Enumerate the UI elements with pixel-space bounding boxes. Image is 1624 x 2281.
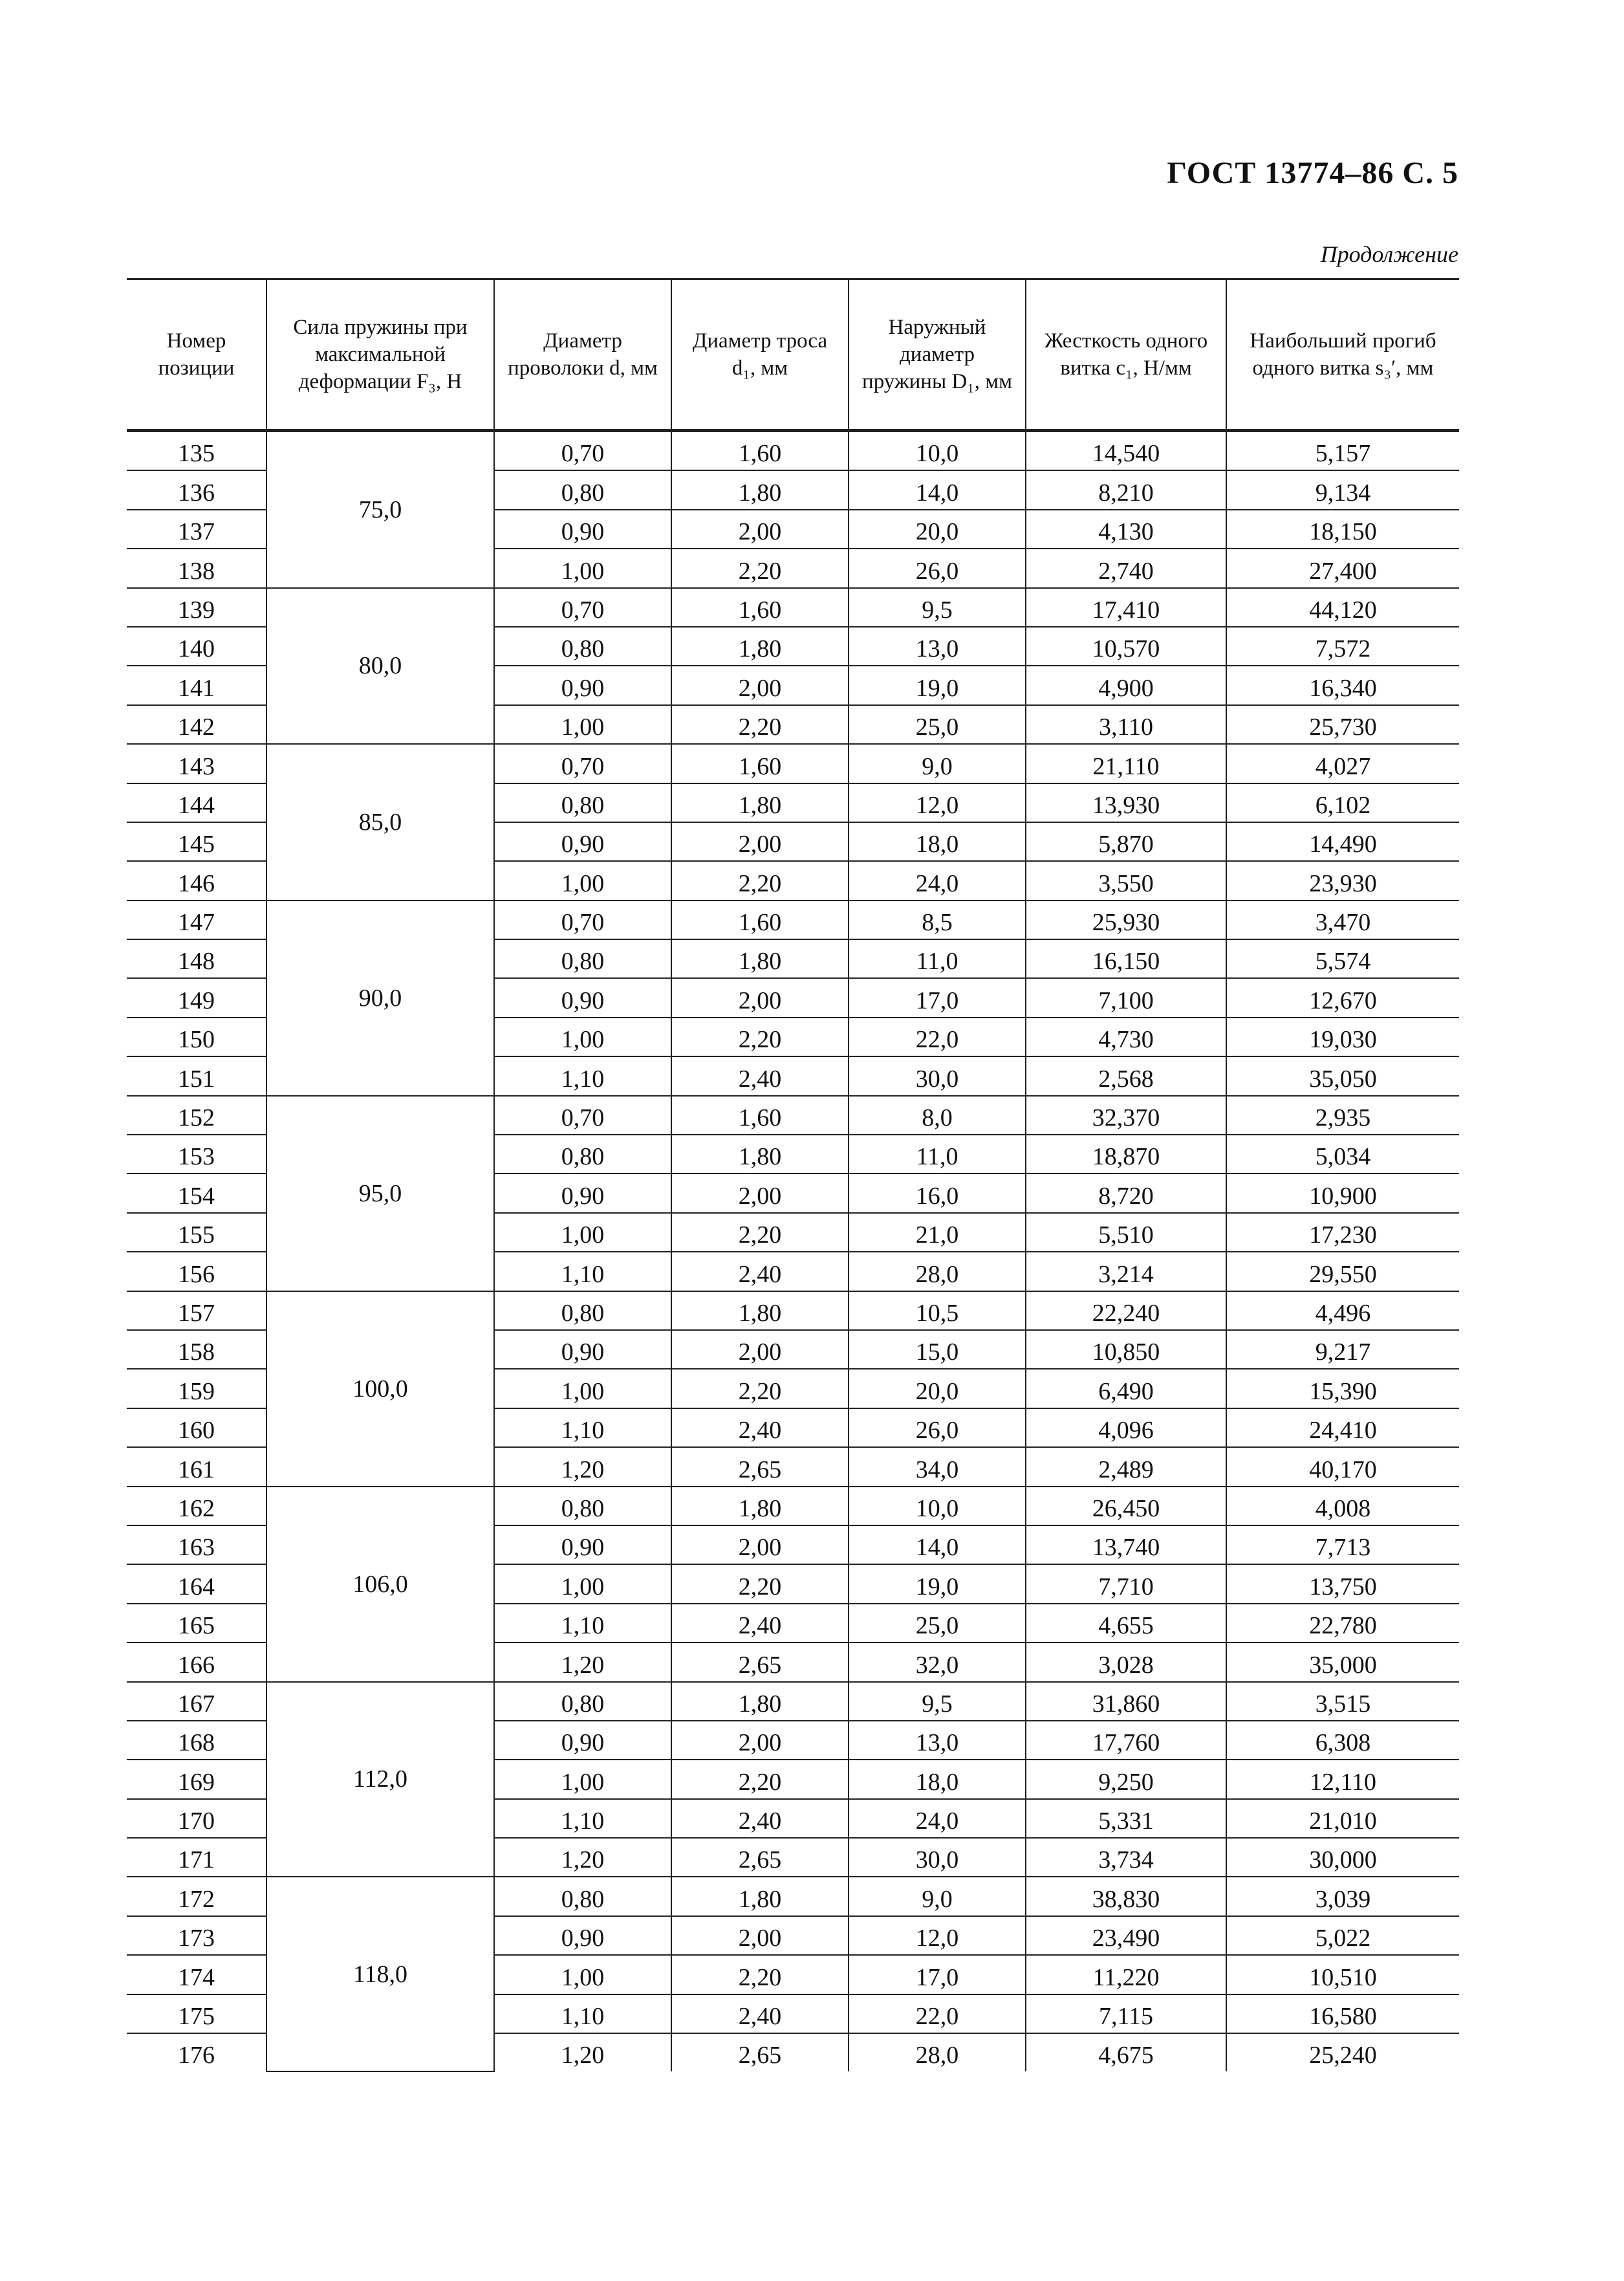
- table-row: [127, 431, 1459, 471]
- cell-stiffness: 9,250: [1026, 1760, 1226, 1798]
- cell-cable-diameter: 2,20: [671, 1760, 849, 1798]
- table-row: [127, 1291, 1459, 1330]
- cell-cable-diameter: 1,80: [671, 939, 849, 978]
- cell-stiffness: 2,568: [1026, 1056, 1226, 1095]
- cell-cable-diameter: 2,00: [671, 1173, 849, 1212]
- cell-stiffness: 3,110: [1026, 705, 1226, 744]
- cell-position: 153: [127, 1135, 266, 1173]
- cell-cable-diameter: 1,80: [671, 1135, 849, 1173]
- cell-position: 147: [127, 900, 266, 939]
- cell-deflection: 27,400: [1226, 549, 1459, 587]
- cell-outer-diameter: 25,0: [849, 1604, 1026, 1643]
- table-body: [127, 431, 1459, 2072]
- cell-force: 80,0: [266, 588, 494, 745]
- cell-deflection: 12,670: [1226, 978, 1459, 1017]
- cell-cable-diameter: 1,80: [671, 470, 849, 509]
- cell-position: 139: [127, 588, 266, 627]
- cell-cable-diameter: 2,65: [671, 1838, 849, 1877]
- cell-outer-diameter: 25,0: [849, 705, 1026, 744]
- cell-cable-diameter: 1,60: [671, 900, 849, 939]
- cell-force: 118,0: [266, 1877, 494, 2071]
- cell-stiffness: 13,740: [1026, 1525, 1226, 1564]
- cell-position: 161: [127, 1447, 266, 1486]
- cell-cable-diameter: 2,00: [671, 510, 849, 549]
- cell-outer-diameter: 10,5: [849, 1291, 1026, 1330]
- cell-wire-diameter: 0,80: [494, 1291, 671, 1330]
- cell-outer-diameter: 9,5: [849, 588, 1026, 627]
- cell-position: 157: [127, 1291, 266, 1330]
- cell-stiffness: 18,870: [1026, 1135, 1226, 1173]
- cell-stiffness: 7,100: [1026, 978, 1226, 1017]
- cell-force: 85,0: [266, 744, 494, 900]
- cell-wire-diameter: 1,00: [494, 1018, 671, 1056]
- cell-cable-diameter: 2,20: [671, 1018, 849, 1056]
- cell-cable-diameter: 1,80: [671, 1291, 849, 1330]
- cell-outer-diameter: 11,0: [849, 1135, 1026, 1173]
- cell-outer-diameter: 13,0: [849, 1721, 1026, 1760]
- cell-cable-diameter: 1,80: [671, 1877, 849, 1915]
- cell-position: 155: [127, 1213, 266, 1252]
- cell-position: 163: [127, 1525, 266, 1564]
- cell-deflection: 44,120: [1226, 588, 1459, 627]
- cell-wire-diameter: 1,00: [494, 1760, 671, 1798]
- cell-stiffness: 7,710: [1026, 1564, 1226, 1603]
- cell-stiffness: 16,150: [1026, 939, 1226, 978]
- cell-stiffness: 3,734: [1026, 1838, 1226, 1877]
- cell-position: 151: [127, 1056, 266, 1095]
- cell-cable-diameter: 2,00: [671, 978, 849, 1017]
- cell-stiffness: 4,675: [1026, 2033, 1226, 2071]
- cell-stiffness: 32,370: [1026, 1096, 1226, 1135]
- cell-outer-diameter: 22,0: [849, 1018, 1026, 1056]
- cell-deflection: 5,574: [1226, 939, 1459, 978]
- cell-cable-diameter: 2,20: [671, 705, 849, 744]
- cell-wire-diameter: 0,70: [494, 900, 671, 939]
- cell-position: 171: [127, 1838, 266, 1877]
- cell-position: 169: [127, 1760, 266, 1798]
- column-header-outer-diameter: Наружный диаметр пружины D₁, мм: [849, 279, 1026, 431]
- cell-outer-diameter: 9,5: [849, 1682, 1026, 1721]
- cell-wire-diameter: 1,10: [494, 1408, 671, 1447]
- cell-stiffness: 5,510: [1026, 1213, 1226, 1252]
- cell-outer-diameter: 12,0: [849, 783, 1026, 822]
- cell-position: 140: [127, 627, 266, 666]
- cell-wire-diameter: 0,90: [494, 666, 671, 704]
- cell-cable-diameter: 2,65: [671, 1643, 849, 1681]
- cell-wire-diameter: 0,80: [494, 470, 671, 509]
- cell-position: 160: [127, 1408, 266, 1447]
- cell-position: 138: [127, 549, 266, 587]
- cell-cable-diameter: 2,40: [671, 1252, 849, 1291]
- cell-stiffness: 14,540: [1026, 431, 1226, 471]
- cell-deflection: 3,515: [1226, 1682, 1459, 1721]
- cell-wire-diameter: 0,90: [494, 978, 671, 1017]
- cell-cable-diameter: 2,20: [671, 1213, 849, 1252]
- cell-outer-diameter: 18,0: [849, 822, 1026, 861]
- cell-stiffness: 4,096: [1026, 1408, 1226, 1447]
- cell-deflection: 14,490: [1226, 822, 1459, 861]
- cell-deflection: 16,580: [1226, 1994, 1459, 2033]
- cell-wire-diameter: 0,80: [494, 939, 671, 978]
- cell-position: 162: [127, 1487, 266, 1525]
- cell-cable-diameter: 2,00: [671, 1721, 849, 1760]
- cell-deflection: 3,039: [1226, 1877, 1459, 1915]
- cell-deflection: 29,550: [1226, 1252, 1459, 1291]
- spring-parameters-table: [127, 278, 1459, 2072]
- cell-outer-diameter: 20,0: [849, 1369, 1026, 1408]
- cell-position: 146: [127, 861, 266, 900]
- cell-wire-diameter: 0,80: [494, 627, 671, 666]
- cell-stiffness: 38,830: [1026, 1877, 1226, 1915]
- cell-outer-diameter: 10,0: [849, 1487, 1026, 1525]
- cell-deflection: 25,240: [1226, 2033, 1459, 2071]
- cell-position: 143: [127, 744, 266, 783]
- cell-stiffness: 4,655: [1026, 1604, 1226, 1643]
- cell-wire-diameter: 0,80: [494, 783, 671, 822]
- cell-outer-diameter: 14,0: [849, 470, 1026, 509]
- cell-cable-diameter: 2,40: [671, 1604, 849, 1643]
- cell-force: 75,0: [266, 431, 494, 588]
- cell-wire-diameter: 1,10: [494, 1252, 671, 1291]
- cell-wire-diameter: 0,70: [494, 744, 671, 783]
- cell-stiffness: 4,900: [1026, 666, 1226, 704]
- cell-stiffness: 4,730: [1026, 1018, 1226, 1056]
- cell-deflection: 5,022: [1226, 1916, 1459, 1955]
- cell-outer-diameter: 28,0: [849, 1252, 1026, 1291]
- table-row: [127, 1096, 1459, 1135]
- cell-outer-diameter: 18,0: [849, 1760, 1026, 1798]
- cell-position: 141: [127, 666, 266, 704]
- table-row: [127, 1487, 1459, 1525]
- cell-outer-diameter: 30,0: [849, 1838, 1026, 1877]
- table-row: [127, 1877, 1459, 1915]
- column-header-stiffness: Жесткость одного витка c₁, Н/мм: [1026, 279, 1226, 431]
- cell-position: 144: [127, 783, 266, 822]
- cell-outer-diameter: 10,0: [849, 431, 1026, 471]
- cell-cable-diameter: 2,20: [671, 1955, 849, 1994]
- cell-deflection: 6,308: [1226, 1721, 1459, 1760]
- cell-stiffness: 6,490: [1026, 1369, 1226, 1408]
- cell-force: 95,0: [266, 1096, 494, 1291]
- cell-cable-diameter: 1,60: [671, 744, 849, 783]
- cell-cable-diameter: 2,20: [671, 1564, 849, 1603]
- cell-deflection: 17,230: [1226, 1213, 1459, 1252]
- cell-wire-diameter: 1,00: [494, 705, 671, 744]
- cell-stiffness: 10,850: [1026, 1330, 1226, 1369]
- cell-deflection: 4,008: [1226, 1487, 1459, 1525]
- cell-wire-diameter: 1,10: [494, 1994, 671, 2033]
- cell-stiffness: 31,860: [1026, 1682, 1226, 1721]
- cell-deflection: 6,102: [1226, 783, 1459, 822]
- cell-wire-diameter: 0,70: [494, 588, 671, 627]
- cell-position: 165: [127, 1604, 266, 1643]
- table-row: [127, 588, 1459, 627]
- cell-outer-diameter: 20,0: [849, 510, 1026, 549]
- cell-stiffness: 3,550: [1026, 861, 1226, 900]
- cell-outer-diameter: 9,0: [849, 744, 1026, 783]
- cell-wire-diameter: 0,80: [494, 1135, 671, 1173]
- cell-position: 149: [127, 978, 266, 1017]
- cell-deflection: 25,730: [1226, 705, 1459, 744]
- cell-stiffness: 2,489: [1026, 1447, 1226, 1486]
- cell-position: 176: [178, 2042, 215, 2069]
- cell-wire-diameter: 1,10: [494, 1799, 671, 1838]
- table-row: [127, 744, 1459, 783]
- cell-wire-diameter: 0,80: [494, 1877, 671, 1915]
- cell-outer-diameter: 13,0: [849, 627, 1026, 666]
- cell-deflection: 5,157: [1226, 431, 1459, 471]
- cell-stiffness: 5,331: [1026, 1799, 1226, 1838]
- cell-outer-diameter: 14,0: [849, 1525, 1026, 1564]
- cell-deflection: 18,150: [1226, 510, 1459, 549]
- cell-deflection: 3,470: [1226, 900, 1459, 939]
- table-row: [127, 1682, 1459, 1721]
- table-row: [127, 900, 1459, 939]
- cell-cable-diameter: 1,60: [671, 431, 849, 471]
- cell-stiffness: 7,115: [1026, 1994, 1226, 2033]
- cell-wire-diameter: 0,70: [494, 1096, 671, 1135]
- cell-cable-diameter: 1,60: [671, 588, 849, 627]
- cell-position: 148: [127, 939, 266, 978]
- cell-outer-diameter: 11,0: [849, 939, 1026, 978]
- cell-cable-diameter: 2,20: [671, 1369, 849, 1408]
- cell-outer-diameter: 12,0: [849, 1916, 1026, 1955]
- cell-position: 168: [127, 1721, 266, 1760]
- cell-deflection: 19,030: [1226, 1018, 1459, 1056]
- cell-deflection: 24,410: [1226, 1408, 1459, 1447]
- cell-wire-diameter: 1,20: [494, 2033, 671, 2071]
- cell-wire-diameter: 1,00: [494, 1213, 671, 1252]
- cell-wire-diameter: 1,00: [494, 1564, 671, 1603]
- cell-cable-diameter: 1,80: [671, 1682, 849, 1721]
- continuation-label: Продолжение: [1320, 241, 1458, 267]
- cell-wire-diameter: 1,10: [494, 1056, 671, 1095]
- cell-force: 90,0: [266, 900, 494, 1096]
- cell-stiffness: 17,410: [1026, 588, 1226, 627]
- cell-cable-diameter: 1,80: [671, 1487, 849, 1525]
- column-header-wire-diameter: Диаметр проволоки d, мм: [494, 279, 671, 431]
- cell-wire-diameter: 0,90: [494, 1330, 671, 1369]
- cell-outer-diameter: 26,0: [849, 549, 1026, 587]
- cell-outer-diameter: 16,0: [849, 1173, 1026, 1212]
- cell-cable-diameter: 2,40: [671, 1056, 849, 1095]
- cell-outer-diameter: 24,0: [849, 1799, 1026, 1838]
- cell-deflection: 4,027: [1226, 744, 1459, 783]
- cell-stiffness: 13,930: [1026, 783, 1226, 822]
- cell-cable-diameter: 2,40: [671, 1408, 849, 1447]
- cell-deflection: 9,134: [1226, 470, 1459, 509]
- cell-deflection: 10,900: [1226, 1173, 1459, 1212]
- cell-position: 166: [127, 1643, 266, 1681]
- cell-stiffness: 11,220: [1026, 1955, 1226, 1994]
- cell-deflection: 7,572: [1226, 627, 1459, 666]
- cell-deflection: 15,390: [1226, 1369, 1459, 1408]
- cell-stiffness: 22,240: [1026, 1291, 1226, 1330]
- cell-deflection: 22,780: [1226, 1604, 1459, 1643]
- cell-cable-diameter: 2,00: [671, 1525, 849, 1564]
- cell-deflection: 16,340: [1226, 666, 1459, 704]
- column-header-deflection: Наибольший прогиб одного витка s₃′, мм: [1226, 279, 1459, 431]
- cell-position: 136: [127, 470, 266, 509]
- cell-wire-diameter: 1,00: [494, 1369, 671, 1408]
- cell-outer-diameter: 21,0: [849, 1213, 1026, 1252]
- cell-cable-diameter: 1,60: [671, 1096, 849, 1135]
- cell-outer-diameter: 28,0: [849, 2033, 1026, 2071]
- cell-position: 170: [127, 1799, 266, 1838]
- cell-stiffness: 23,490: [1026, 1916, 1226, 1955]
- column-header-force: Сила пружины при максимальной деформации F₃, Н: [266, 279, 494, 431]
- cell-stiffness: 17,760: [1026, 1721, 1226, 1760]
- cell-position: 156: [127, 1252, 266, 1291]
- cell-position: 142: [127, 705, 266, 744]
- cell-wire-diameter: 0,70: [494, 431, 671, 471]
- cell-cable-diameter: 1,80: [671, 783, 849, 822]
- cell-stiffness: 8,720: [1026, 1173, 1226, 1212]
- cell-force: 112,0: [266, 1682, 494, 1877]
- cell-deflection: 9,217: [1226, 1330, 1459, 1369]
- cell-deflection: 35,000: [1226, 1643, 1459, 1681]
- cell-position: 145: [127, 822, 266, 861]
- cell-outer-diameter: 32,0: [849, 1643, 1026, 1681]
- cell-position: 164: [127, 1564, 266, 1603]
- cell-force: 100,0: [266, 1291, 494, 1487]
- cell-outer-diameter: 15,0: [849, 1330, 1026, 1369]
- cell-deflection: 40,170: [1226, 1447, 1459, 1486]
- cell-cable-diameter: 2,00: [671, 1916, 849, 1955]
- cell-deflection: 23,930: [1226, 861, 1459, 900]
- cell-deflection: 35,050: [1226, 1056, 1459, 1095]
- cell-deflection: 5,034: [1226, 1135, 1459, 1173]
- cell-stiffness: 21,110: [1026, 744, 1226, 783]
- cell-outer-diameter: 22,0: [849, 1994, 1026, 2033]
- cell-cable-diameter: 2,40: [671, 1994, 849, 2033]
- cell-wire-diameter: 1,00: [494, 1955, 671, 1994]
- cell-outer-diameter: 8,0: [849, 1096, 1026, 1135]
- cell-outer-diameter: 8,5: [849, 900, 1026, 939]
- cell-cable-diameter: 2,00: [671, 1330, 849, 1369]
- cell-wire-diameter: 0,90: [494, 1525, 671, 1564]
- cell-position: 154: [127, 1173, 266, 1212]
- cell-position: 167: [127, 1682, 266, 1721]
- cell-stiffness: 5,870: [1026, 822, 1226, 861]
- cell-position: 152: [127, 1096, 266, 1135]
- cell-wire-diameter: 0,90: [494, 1173, 671, 1212]
- cell-stiffness: 2,740: [1026, 549, 1226, 587]
- cell-stiffness: 10,570: [1026, 627, 1226, 666]
- cell-deflection: 21,010: [1226, 1799, 1459, 1838]
- cell-cable-diameter: 1,80: [671, 627, 849, 666]
- cell-cable-diameter: 2,65: [671, 2033, 849, 2071]
- cell-wire-diameter: 0,90: [494, 822, 671, 861]
- cell-stiffness: 4,130: [1026, 510, 1226, 549]
- cell-outer-diameter: 19,0: [849, 1564, 1026, 1603]
- cell-wire-diameter: 0,80: [494, 1487, 671, 1525]
- cell-deflection: 30,000: [1226, 1838, 1459, 1877]
- cell-cable-diameter: 2,00: [671, 666, 849, 704]
- cell-position: 135: [127, 431, 266, 471]
- cell-position: 159: [127, 1369, 266, 1408]
- cell-deflection: 2,935: [1226, 1096, 1459, 1135]
- cell-wire-diameter: 0,90: [494, 1721, 671, 1760]
- cell-outer-diameter: 19,0: [849, 666, 1026, 704]
- cell-cable-diameter: 2,65: [671, 1447, 849, 1486]
- cell-outer-diameter: 26,0: [849, 1408, 1026, 1447]
- cell-outer-diameter: 17,0: [849, 978, 1026, 1017]
- cell-position: 172: [127, 1877, 266, 1915]
- cell-stiffness: 8,210: [1026, 470, 1226, 509]
- cell-outer-diameter: 17,0: [849, 1955, 1026, 1994]
- cell-wire-diameter: 1,10: [494, 1604, 671, 1643]
- cell-wire-diameter: 1,00: [494, 861, 671, 900]
- cell-deflection: 13,750: [1226, 1564, 1459, 1603]
- cell-wire-diameter: 1,20: [494, 1447, 671, 1486]
- cell-outer-diameter: 30,0: [849, 1056, 1026, 1095]
- cell-wire-diameter: 0,90: [494, 510, 671, 549]
- cell-wire-diameter: 1,00: [494, 549, 671, 587]
- cell-deflection: 7,713: [1226, 1525, 1459, 1564]
- cell-outer-diameter: 24,0: [849, 861, 1026, 900]
- page-title: ГОСТ 13774–86 С. 5: [1167, 156, 1458, 190]
- cell-position: 150: [127, 1018, 266, 1056]
- cell-position: 158: [127, 1330, 266, 1369]
- cell-cable-diameter: 2,40: [671, 1799, 849, 1838]
- cell-deflection: 12,110: [1226, 1760, 1459, 1798]
- column-header-position: Номер позиции: [127, 279, 266, 431]
- cell-stiffness: 3,028: [1026, 1643, 1226, 1681]
- table-header-row: [127, 279, 1459, 431]
- cell-stiffness: 25,930: [1026, 900, 1226, 939]
- cell-wire-diameter: 0,90: [494, 1916, 671, 1955]
- cell-wire-diameter: 1,20: [494, 1643, 671, 1681]
- column-header-cable-diameter: Диаметр троса d₁, мм: [671, 279, 849, 431]
- cell-stiffness: 26,450: [1026, 1487, 1226, 1525]
- cell-outer-diameter: 34,0: [849, 1447, 1026, 1486]
- cell-position: 137: [127, 510, 266, 549]
- cell-outer-diameter: 9,0: [849, 1877, 1026, 1915]
- cell-position: 174: [127, 1955, 266, 1994]
- cell-force: 106,0: [266, 1487, 494, 1682]
- cell-position: 175: [127, 1994, 266, 2033]
- cell-cable-diameter: 2,20: [671, 861, 849, 900]
- cell-deflection: 10,510: [1226, 1955, 1459, 1994]
- cell-cable-diameter: 2,00: [671, 822, 849, 861]
- cell-position: 173: [127, 1916, 266, 1955]
- cell-cable-diameter: 2,20: [671, 549, 849, 587]
- cell-wire-diameter: 0,80: [494, 1682, 671, 1721]
- cell-wire-diameter: 1,20: [494, 1838, 671, 1877]
- cell-deflection: 4,496: [1226, 1291, 1459, 1330]
- cell-stiffness: 3,214: [1026, 1252, 1226, 1291]
